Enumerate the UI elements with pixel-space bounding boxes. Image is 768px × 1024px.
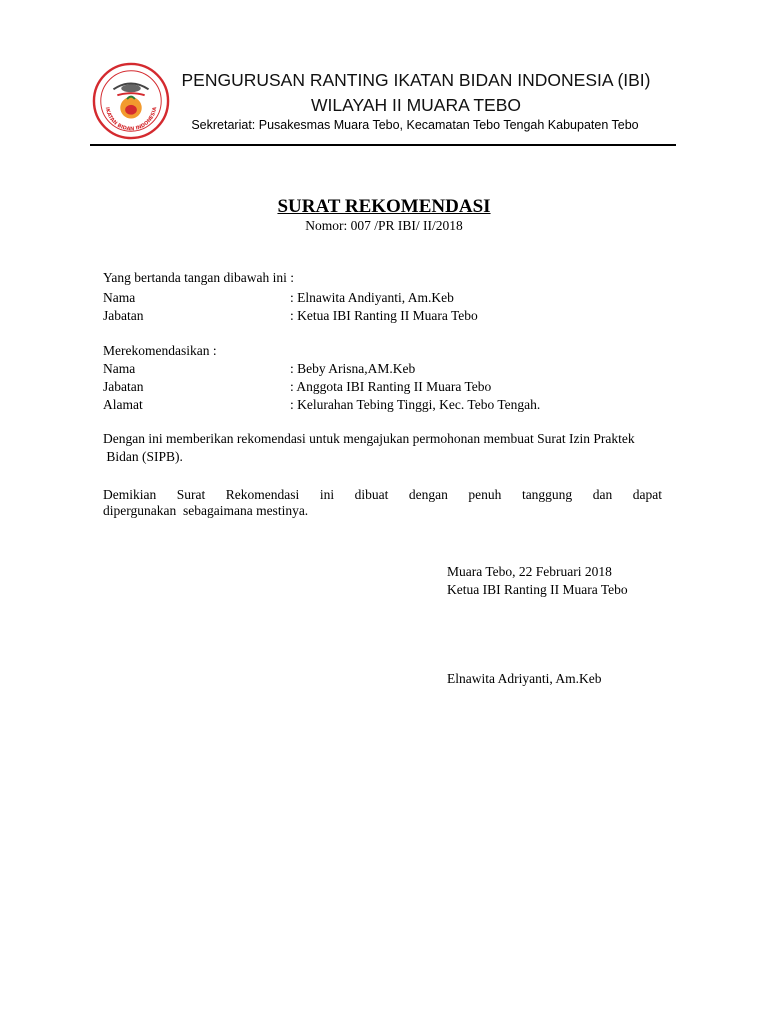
- recommended-address-value: : Kelurahan Tebing Tinggi, Kec. Tebo Tengah.: [290, 397, 541, 412]
- closing-line-1: Demikian Surat Rekomendasi ini dibuat dengan penuh tanggung dan dapat: [103, 487, 662, 502]
- org-name-line1: PENGURUSAN RANTING IKATAN BIDAN INDONESIA (IBI): [181, 70, 651, 90]
- recommended-position-label: Jabatan: [103, 379, 144, 394]
- recommended-address-label: Alamat: [103, 397, 143, 412]
- signer-name: Elnawita Adriyanti, Am.Keb: [447, 671, 602, 686]
- signer-name-value: : Elnawita Andiyanti, Am.Keb: [290, 290, 454, 305]
- recommended-position-value: : Anggota IBI Ranting II Muara Tebo: [290, 379, 492, 394]
- recommends-label: Merekomendasikan :: [103, 343, 217, 358]
- secretariat-address: Sekretariat: Pusakesmas Muara Tebo, Kecamatan Tebo Tengah Kabupaten Tebo: [191, 118, 639, 132]
- letter-number: Nomor: 007 /PR IBI/ II/2018: [305, 218, 463, 233]
- recommended-name-label: Nama: [103, 361, 136, 376]
- recommended-name-value: : Beby Arisna,AM.Keb: [290, 361, 416, 376]
- signer-name-label: Nama: [103, 290, 136, 305]
- body-line-2: Bidan (SIPB).: [103, 449, 183, 464]
- svg-text:IKATAN BIDAN INDONESIA: IKATAN BIDAN INDONESIA: [103, 106, 159, 133]
- closing-line-2: dipergunakan sebagaimana mestinya.: [103, 503, 309, 518]
- letter-title: SURAT REKOMENDASI: [277, 196, 491, 217]
- place-date: Muara Tebo, 22 Februari 2018: [447, 564, 612, 579]
- signer-position-label: Jabatan: [103, 308, 144, 323]
- signer-position-title: Ketua IBI Ranting II Muara Tebo: [447, 582, 628, 597]
- org-name-line2: WILAYAH II MUARA TEBO: [310, 95, 522, 115]
- body-line-1: Dengan ini memberikan rekomendasi untuk mengajukan permohonan membuat Surat Izin Praktek: [103, 431, 635, 446]
- header-divider: [90, 144, 676, 146]
- intro-text: Yang bertanda tangan dibawah ini :: [103, 270, 294, 285]
- signer-position-value: : Ketua IBI Ranting II Muara Tebo: [290, 308, 478, 323]
